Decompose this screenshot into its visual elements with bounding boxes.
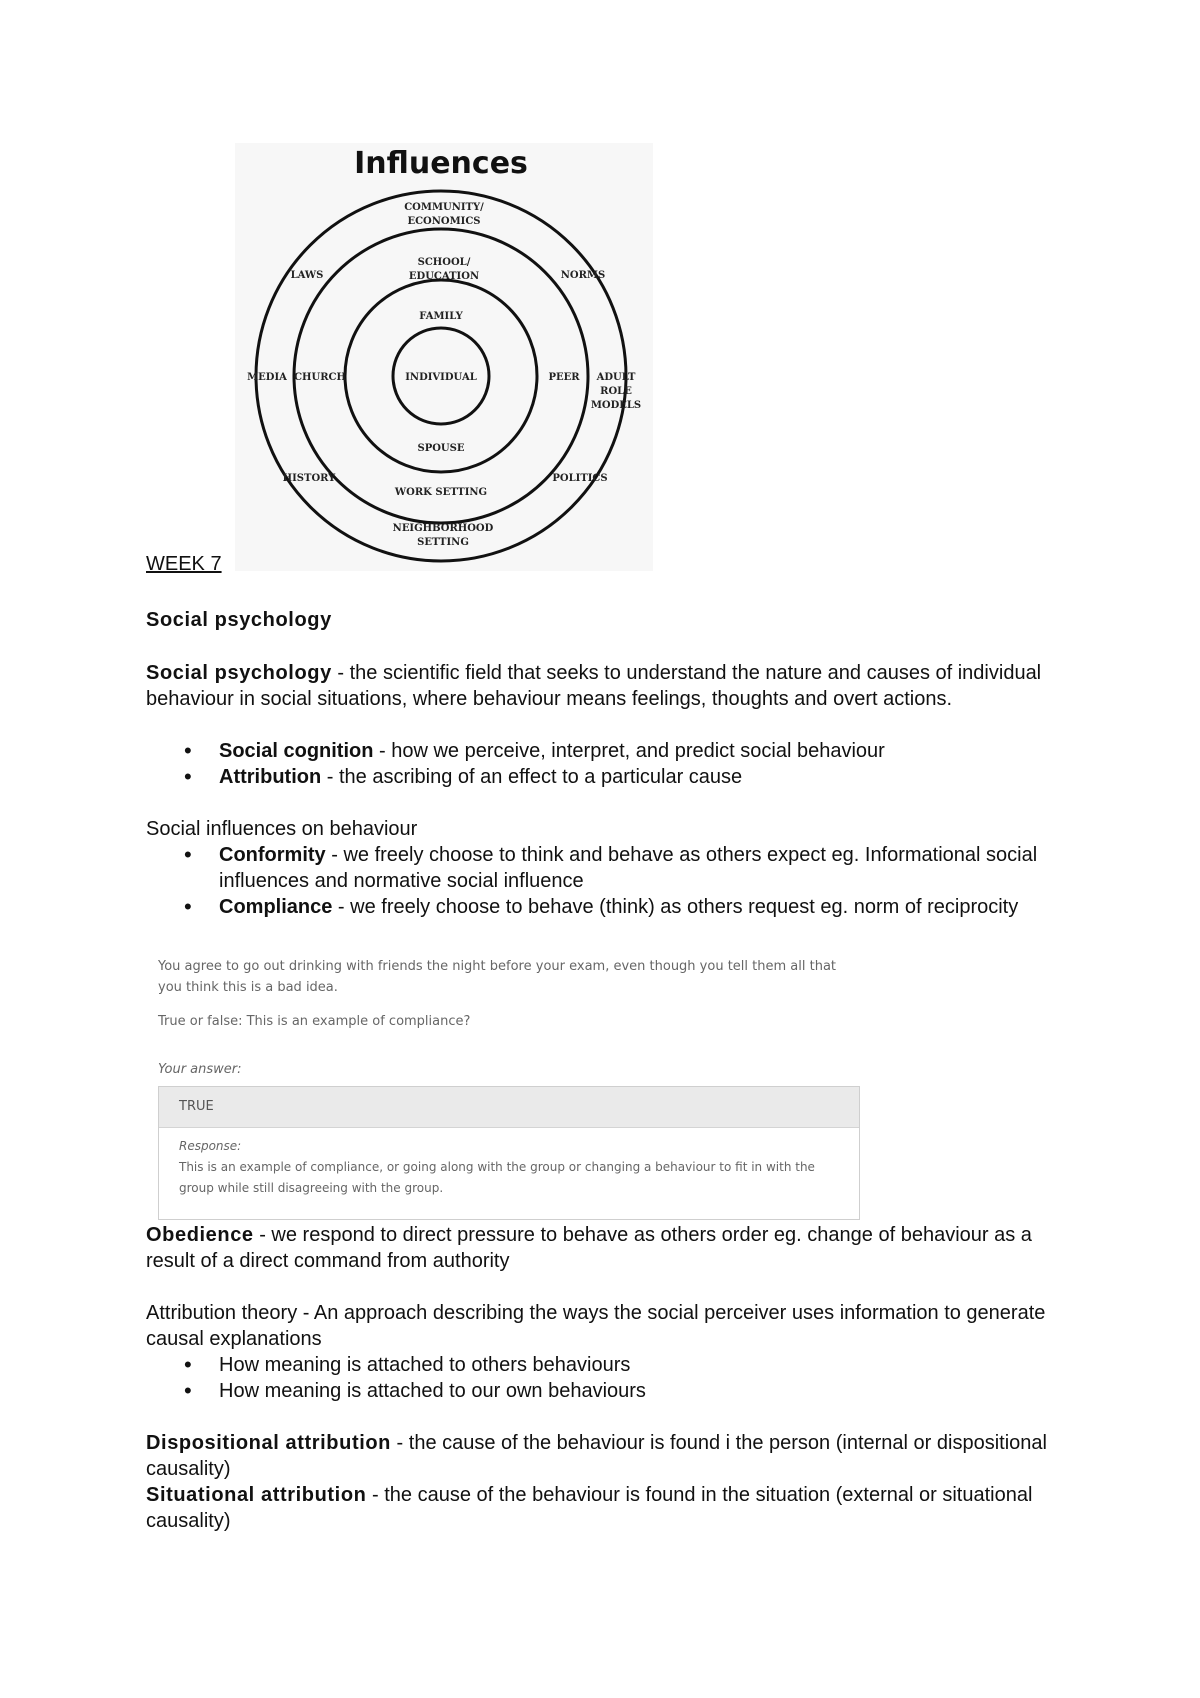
section-heading: Social psychology [146,609,332,631]
influences-diagram [235,143,653,571]
definition-paragraph [146,660,1076,712]
label-individual: INDIVIDUAL [405,372,477,383]
quiz-answer-box [158,1086,860,1220]
quiz-response-text: This is an example of compliance, or going along with the group or changing a behaviour to fit in with the group while still disagreeing with the group. [179,1160,815,1195]
list-item: • How meaning is attached to others behaviours [146,1352,1076,1378]
label-media: MEDIA [247,372,287,383]
dispositional-term: Dispositional attribution [146,1432,391,1454]
bullet-text: - we freely choose to think and behave as others expect eg. Informational social influences and normative social influence [219,844,1038,892]
bullet-list-1 [146,738,1076,790]
definition-term: Social psychology [146,662,332,684]
label-school-2: EDUCATION [408,271,480,282]
label-norms: NORMS [560,270,606,281]
label-peer: PEER [548,372,580,383]
label-adult-role-models-1: ADULT [596,372,636,383]
influences-diagram-svg [235,143,653,571]
bullet-list-3 [146,1352,1076,1404]
bullet-text: - we freely choose to behave (think) as others request eg. norm of reciprocity [332,896,1019,918]
label-work-setting: WORK SETTING [394,487,488,498]
list-item [146,894,1076,920]
quiz-question: True or false: This is an example of compliance? [158,1014,471,1029]
diagram-title: Influences [354,146,528,181]
attribution-theory-paragraph: Attribution theory - An approach describing the ways the social perceiver uses information to generate causal explanations [146,1302,1046,1350]
quiz-screenshot [156,950,860,1220]
list-item [146,842,1076,894]
label-neighborhood-2: SETTING [417,537,469,548]
label-family: FAMILY [419,311,463,322]
label-adult-role-models-2: ROLE [600,386,632,397]
bullet-term: Social cognition [219,740,374,762]
label-laws: LAWS [290,270,324,281]
label-history: HISTORY [282,473,336,484]
quiz-answer-label: Your answer: [158,1062,242,1077]
bullet-text: - the ascribing of an effect to a particular cause [321,766,743,788]
dispositional-paragraph [146,1430,1076,1482]
list-item [146,764,1076,790]
label-community-1: COMMUNITY/ [404,202,484,213]
bullet-term: Compliance [219,896,333,918]
situational-paragraph [146,1482,1076,1534]
definition-text: - the scientific field that seeks to understand the nature and causes of individual behaviour in social situations, where behaviour means feelings, thoughts and overt actions. [146,662,1042,710]
label-community-2: ECONOMICS [407,216,481,227]
obedience-text: - we respond to direct pressure to behave as others order eg. change of behaviour as a result of a direct command from authority [146,1224,1032,1272]
label-spouse: SPOUSE [417,443,465,454]
obedience-paragraph [146,1222,1076,1274]
label-adult-role-models-3: MODELS [590,400,642,411]
situational-term: Situational attribution [146,1484,367,1506]
quiz-scenario: You agree to go out drinking with friends the night before your exam, even though you tell them all that you think this is a bad idea. [158,959,837,995]
bullet-term: Attribution [219,766,322,788]
label-church: CHURCH [294,372,346,383]
quiz-answer: TRUE [159,1087,859,1128]
week-label: WEEK 7 [146,553,222,575]
bullet-term: Conformity [219,844,326,866]
bullet-text: - how we perceive, interpret, and predict social behaviour [373,740,885,762]
label-politics: POLITICS [552,473,608,484]
bullet-list-2 [146,842,1076,920]
list-item [146,738,1076,764]
obedience-term: Obedience [146,1224,254,1246]
list-item: • How meaning is attached to our own behaviours [146,1378,1076,1404]
dispositional-text: - the cause of the behaviour is found i the person (internal or dispositional causality) [146,1432,1047,1480]
label-school-1: SCHOOL/ [417,257,471,268]
label-neighborhood-1: NEIGHBORHOOD [392,523,494,534]
quiz-response-label: Response: [179,1139,242,1153]
situational-text: - the cause of the behaviour is found in the situation (external or situational causality) [146,1484,1033,1532]
social-influences-heading: Social influences on behaviour [146,818,418,840]
